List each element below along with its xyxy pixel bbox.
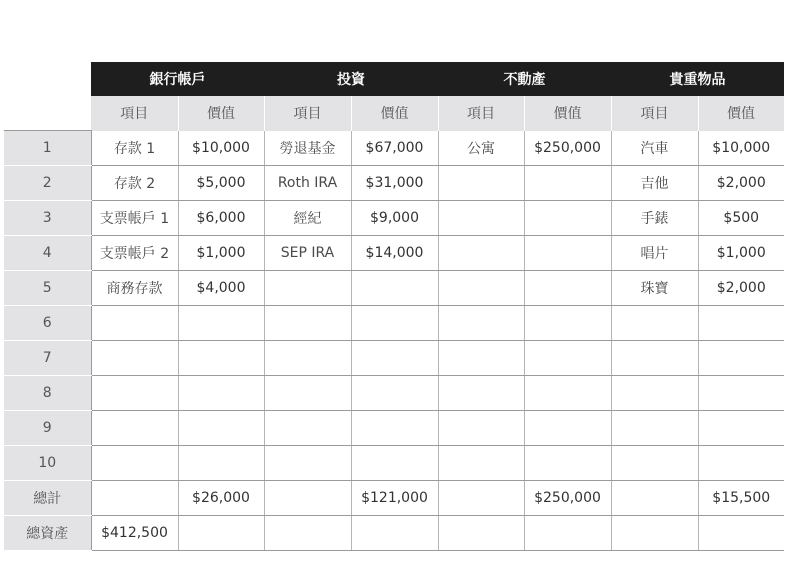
item-cell: 存款 1 [91, 131, 178, 166]
item-cell [91, 446, 178, 481]
table-row [4, 131, 784, 166]
grand-total-row [4, 516, 784, 551]
value-cell [178, 446, 264, 481]
value-cell [698, 306, 784, 341]
row-number: 10 [4, 446, 91, 481]
sub-header-item: 項目 [611, 96, 698, 131]
item-cell: SEP IRA [264, 236, 351, 271]
row-number: 9 [4, 411, 91, 446]
total-value-cell: $121,000 [351, 481, 438, 516]
value-cell [178, 306, 264, 341]
item-cell [438, 376, 524, 411]
item-cell [438, 236, 524, 271]
value-cell: $31,000 [351, 166, 438, 201]
item-cell: 存款 2 [91, 166, 178, 201]
item-cell [438, 201, 524, 236]
total-item-cell [264, 481, 351, 516]
table-row [4, 201, 784, 236]
value-cell [351, 271, 438, 306]
group-header-bank-accounts: 銀行帳戶 [91, 62, 264, 96]
item-cell [438, 411, 524, 446]
row-number: 4 [4, 236, 91, 271]
row-number: 6 [4, 306, 91, 341]
empty-cell [178, 516, 264, 551]
value-cell [351, 376, 438, 411]
totals-row [4, 481, 784, 516]
table-row [4, 166, 784, 201]
item-cell: 勞退基金 [264, 131, 351, 166]
value-cell [524, 271, 611, 306]
table-row [4, 236, 784, 271]
sub-header-row [4, 96, 784, 131]
item-cell [264, 306, 351, 341]
value-cell: $1,000 [178, 236, 264, 271]
value-cell: $500 [698, 201, 784, 236]
sub-header-value: 價值 [178, 96, 264, 131]
item-cell [264, 446, 351, 481]
item-cell [611, 411, 698, 446]
item-cell: 商務存款 [91, 271, 178, 306]
value-cell [351, 306, 438, 341]
value-cell: $1,000 [698, 236, 784, 271]
group-header-real-estate: 不動產 [438, 62, 611, 96]
item-cell [264, 376, 351, 411]
item-cell [438, 446, 524, 481]
item-cell [438, 166, 524, 201]
value-cell: $2,000 [698, 166, 784, 201]
value-cell [178, 341, 264, 376]
sub-header-value: 價值 [524, 96, 611, 131]
item-cell: 珠寶 [611, 271, 698, 306]
value-cell: $2,000 [698, 271, 784, 306]
item-cell: 支票帳戶 1 [91, 201, 178, 236]
item-cell: Roth IRA [264, 166, 351, 201]
item-cell [611, 306, 698, 341]
value-cell [524, 306, 611, 341]
row-number: 1 [4, 131, 91, 166]
value-cell [524, 201, 611, 236]
value-cell [178, 411, 264, 446]
row-number: 7 [4, 341, 91, 376]
table-row [4, 376, 784, 411]
item-cell: 支票帳戶 2 [91, 236, 178, 271]
item-cell: 公寓 [438, 131, 524, 166]
total-value-cell: $26,000 [178, 481, 264, 516]
item-cell: 經紀 [264, 201, 351, 236]
value-cell: $14,000 [351, 236, 438, 271]
value-cell [524, 446, 611, 481]
item-cell [91, 411, 178, 446]
value-cell: $6,000 [178, 201, 264, 236]
corner-cell [4, 62, 91, 96]
value-cell [524, 341, 611, 376]
grand-total-value: $412,500 [91, 516, 178, 551]
value-cell: $67,000 [351, 131, 438, 166]
item-cell [438, 341, 524, 376]
value-cell [351, 341, 438, 376]
value-cell [524, 236, 611, 271]
value-cell: $250,000 [524, 131, 611, 166]
item-cell: 吉他 [611, 166, 698, 201]
empty-cell [351, 516, 438, 551]
item-cell: 手錶 [611, 201, 698, 236]
value-cell [351, 446, 438, 481]
item-cell [438, 271, 524, 306]
value-cell [524, 166, 611, 201]
empty-cell [264, 516, 351, 551]
empty-cell [524, 516, 611, 551]
group-header-valuables: 貴重物品 [611, 62, 784, 96]
value-cell [698, 341, 784, 376]
value-cell [351, 411, 438, 446]
item-cell [438, 306, 524, 341]
empty-cell [438, 516, 524, 551]
empty-cell [611, 516, 698, 551]
value-cell: $10,000 [698, 131, 784, 166]
group-header-row [4, 62, 784, 96]
total-item-cell [438, 481, 524, 516]
item-cell [91, 341, 178, 376]
table-row [4, 411, 784, 446]
empty-cell [698, 516, 784, 551]
value-cell: $4,000 [178, 271, 264, 306]
row-number: 8 [4, 376, 91, 411]
table-row [4, 306, 784, 341]
value-cell [698, 446, 784, 481]
total-value-cell: $15,500 [698, 481, 784, 516]
value-cell [178, 376, 264, 411]
value-cell [698, 376, 784, 411]
sub-header-item: 項目 [91, 96, 178, 131]
item-cell [91, 376, 178, 411]
value-cell [698, 411, 784, 446]
row-number: 2 [4, 166, 91, 201]
value-cell [524, 376, 611, 411]
item-cell [611, 446, 698, 481]
total-value-cell: $250,000 [524, 481, 611, 516]
table-row [4, 341, 784, 376]
net-worth-table [4, 62, 785, 551]
totals-label: 總計 [4, 481, 91, 516]
total-item-cell [611, 481, 698, 516]
value-cell: $9,000 [351, 201, 438, 236]
sub-header-item: 項目 [264, 96, 351, 131]
total-item-cell [91, 481, 178, 516]
item-cell [264, 271, 351, 306]
sub-header-value: 價值 [698, 96, 784, 131]
corner-cell [4, 96, 91, 131]
item-cell: 唱片 [611, 236, 698, 271]
row-number: 5 [4, 271, 91, 306]
value-cell [524, 411, 611, 446]
value-cell: $5,000 [178, 166, 264, 201]
item-cell [264, 341, 351, 376]
value-cell: $10,000 [178, 131, 264, 166]
item-cell [91, 306, 178, 341]
item-cell [611, 376, 698, 411]
item-cell: 汽車 [611, 131, 698, 166]
item-cell [611, 341, 698, 376]
sub-header-item: 項目 [438, 96, 524, 131]
sub-header-value: 價值 [351, 96, 438, 131]
table-row [4, 446, 784, 481]
group-header-investments: 投資 [264, 62, 438, 96]
grand-total-label: 總資產 [4, 516, 91, 551]
table-body [4, 131, 784, 551]
table-row [4, 271, 784, 306]
row-number: 3 [4, 201, 91, 236]
item-cell [264, 411, 351, 446]
